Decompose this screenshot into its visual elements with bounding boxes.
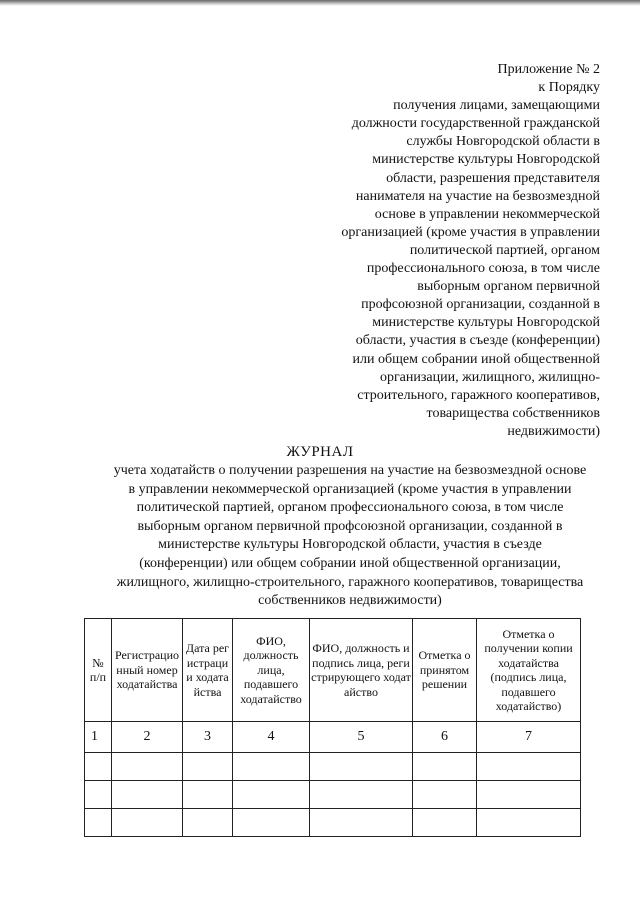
appendix-line: недвижимости) [507, 423, 600, 439]
appendix-line: министерстве культуры Новгородской [372, 315, 600, 331]
appendix-line: или общем собрании иной общественной [352, 351, 600, 367]
table-cell [183, 781, 233, 809]
table-cell [310, 753, 413, 781]
appendix-line: строительного, гаражного кооперативов, [357, 387, 600, 403]
appendix-line: товарищества собственников [426, 405, 600, 421]
journal-description-line: министерстве культуры Новгородской области, участия в съезде [158, 537, 542, 553]
journal-description-line: (конференции) или общем собрании иной общественной организации, [139, 555, 561, 571]
appendix-line: получения лицами, замещающими [393, 98, 600, 114]
journal-description-line: выборным органом первичной профсоюзной организации, созданной в [137, 518, 563, 534]
appendix-line: министерстве культуры Новгородской [372, 152, 600, 168]
header-cell: ФИО, должность и подпись лица, регистрирующего ходатайство [310, 619, 413, 722]
table-cell [310, 809, 413, 837]
table-cell [413, 753, 477, 781]
table-cell [112, 809, 183, 837]
header-cell: Отметка о получении копии ходатайства (подпись лица, подавшего ходатайство) [477, 619, 581, 722]
appendix-line: политической партией, органом [409, 242, 600, 258]
table-cell [233, 809, 310, 837]
header-cell: ФИО, должность лица, подавшего ходатайство [233, 619, 310, 722]
appendix-line: к Порядку [538, 80, 600, 96]
table-cell [112, 753, 183, 781]
appendix-line: области, участия в съезде (конференции) [355, 333, 600, 349]
table-row [85, 809, 581, 837]
column-number-cell: 1 [85, 722, 112, 753]
table-cell [85, 781, 112, 809]
appendix-line: организации, жилищного, жилищно- [379, 369, 600, 385]
column-number-cell: 2 [112, 722, 183, 753]
table-cell [112, 781, 183, 809]
journal-description-line: политической партией, органом профессионального союза, в том числе [136, 500, 564, 516]
column-number-cell: 5 [310, 722, 413, 753]
table-cell [183, 753, 233, 781]
table-cell [477, 781, 581, 809]
table-header-row [85, 619, 581, 722]
journal-description-line: в управлении некоммерческой организацией (кроме участия в управлении [128, 481, 572, 497]
header-cell: Регистрационный номер ходатайства [112, 619, 183, 722]
journal-description-line: собственников недвижимости) [258, 593, 442, 609]
appendix-line: нанимателя на участие на безвозмездной [355, 188, 600, 204]
journal-description [30, 462, 640, 611]
table-cell [183, 809, 233, 837]
table-cell [477, 809, 581, 837]
scan-top-edge [0, 0, 640, 6]
column-number-cell: 3 [183, 722, 233, 753]
table-cell [85, 753, 112, 781]
appendix-header [300, 61, 600, 441]
header-cell: № п/п [85, 619, 112, 722]
appendix-line: профессионального союза, в том числе [366, 261, 600, 277]
column-number-cell: 7 [477, 722, 581, 753]
appendix-line: Приложение № 2 [497, 62, 600, 77]
appendix-line: профсоюзной организации, созданной в [361, 297, 600, 313]
appendix-line: области, разрешения представителя [386, 170, 600, 186]
appendix-line: должности государственной гражданской [351, 116, 600, 132]
table-cell [413, 809, 477, 837]
journal-title: ЖУРНАЛ [286, 444, 354, 460]
journal-description-line: учета ходатайств о получении разрешения на участие на безвозмездной основе [113, 463, 587, 478]
table-cell [310, 781, 413, 809]
table-row [85, 781, 581, 809]
table-cell [233, 781, 310, 809]
table-cell [233, 753, 310, 781]
column-number-cell: 4 [233, 722, 310, 753]
column-number-row [85, 722, 581, 753]
column-number-cell: 6 [413, 722, 477, 753]
appendix-line: организацией (кроме участия в управлении [341, 224, 600, 240]
appendix-line: выборным органом первичной [417, 279, 600, 295]
appendix-line: основе в управлении некоммерческой [374, 206, 600, 222]
appendix-line: службы Новгородской области в [406, 134, 600, 150]
header-cell: Дата регистрации ходатайства [183, 619, 233, 722]
table-row [85, 753, 581, 781]
table-cell [85, 809, 112, 837]
journal-table [84, 618, 581, 837]
table-cell [477, 753, 581, 781]
header-cell: Отметка о принятом решении [413, 619, 477, 722]
table-cell [413, 781, 477, 809]
journal-description-line: жилищного, жилищно-строительного, гаражного кооперативов, товарищества [116, 574, 584, 590]
